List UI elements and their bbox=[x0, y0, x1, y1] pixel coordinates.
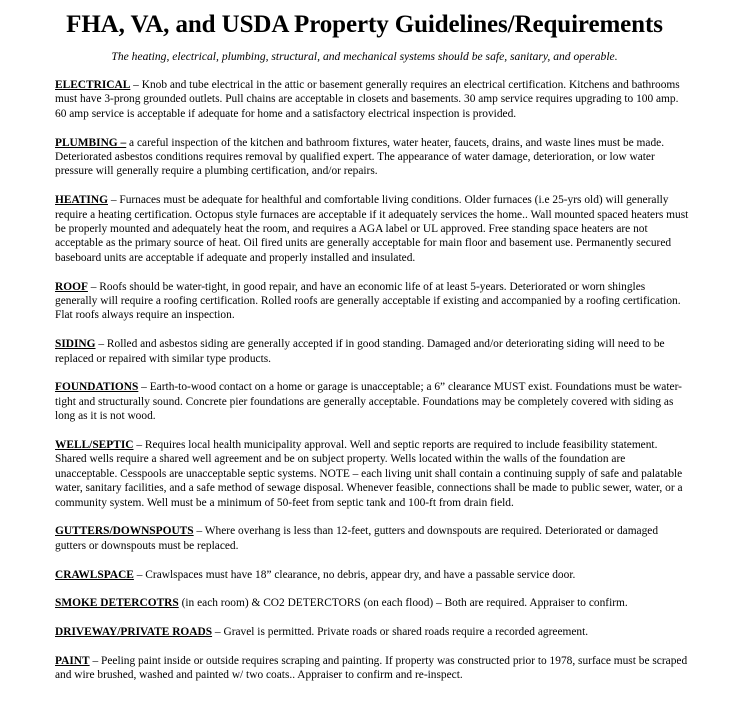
section-smoke-detectors bbox=[55, 596, 689, 610]
section-heading: ELECTRICAL bbox=[55, 79, 131, 91]
section-heading: WELL/SEPTIC bbox=[55, 439, 134, 452]
section-heading: SMOKE DETERCOTRS bbox=[55, 597, 179, 610]
section-heading: ROOF bbox=[55, 280, 88, 293]
guideline-sections bbox=[55, 78, 689, 683]
section-body: – Rolled and asbestos siding are generally accepted if in good standing. Damaged and/or deteriorating siding will need to be replaced or repaired with similar type products. bbox=[55, 338, 665, 365]
section-body: – Where overhang is less than 12-feet, gutters and downspouts are required. Deteriorated or damaged gutters or downspouts must be replaced. bbox=[55, 525, 659, 552]
section-heading: PLUMBING – bbox=[55, 136, 127, 149]
section-body: (in each room) & CO2 DETERCTORS (on each flood) – Both are required. Appraiser to confirm. bbox=[178, 597, 628, 610]
section-body: – Knob and tube electrical in the attic or basement generally requires an electrical certification. Kitchens and bathrooms must have 3-prong grounded outlets. Pull chains are acceptable in closets and basements. 30 amp service requires upgrading to 100 amp. 60 amp service is acceptable if adequate for home and a satisfactory electrical inspection is provided. bbox=[55, 79, 680, 120]
section-body: – Earth-to-wood contact on a home or garage is unacceptable; a 6” clearance MUST exist. Foundations must be water-tight and structurally sound. Concrete pier foundations are generally acceptable. Foundations may be completely covered with siding as long as it is not wood. bbox=[55, 381, 682, 423]
section-body: – Peeling paint inside or outside requires scraping and painting. If property was constructed prior to 1978, surface must be scraped and wire brushed, washed and painted w/ two coats.. Appraiser to confirm and re-inspect. bbox=[55, 655, 688, 682]
section-body: – Crawlspaces must have 18” clearance, no debris, appear dry, and have a passable service door. bbox=[133, 568, 576, 581]
page-title: FHA, VA, and USDA Property Guidelines/Requirements bbox=[66, 11, 663, 38]
section-heading: SIDING bbox=[55, 338, 96, 351]
section-roof bbox=[55, 280, 689, 323]
section-well-septic bbox=[55, 438, 689, 510]
section-driveway-private-roads bbox=[55, 625, 689, 639]
section-crawlspace bbox=[55, 568, 689, 582]
section-heading: GUTTERS/DOWNSPOUTS bbox=[55, 525, 194, 538]
section-heading: FOUNDATIONS bbox=[55, 381, 139, 394]
page-subtitle: The heating, electrical, plumbing, structural, and mechanical systems should be safe, sanitary, and operable. bbox=[111, 50, 618, 63]
section-plumbing bbox=[55, 136, 689, 179]
section-paint bbox=[55, 654, 689, 683]
section-heating bbox=[55, 193, 689, 265]
section-body: – Furnaces must be adequate for healthful and comfortable living conditions. Older furnaces (i.e 25-yrs old) will generally require a heating certification. Octopus style furnaces are acceptable if it adequately services the home.. Wall mounted spaced heaters must be properly mounted and adequately heat the room, and requires a AGA label or UL approved. Free standing space heaters are not acceptable as the primary source of heat. Oil fired units are generally acceptable for main floor and basement use. Permanently secured baseboard units are acceptable if adequate and properly installed and insulated. bbox=[55, 194, 689, 264]
section-foundations bbox=[55, 380, 689, 423]
section-heading: DRIVEWAY/PRIVATE ROADS bbox=[55, 626, 213, 639]
section-body: – Requires local health municipality approval. Well and septic reports are required to include feasibility statement. Shared wells require a shared well agreement and be on subject property. Wells located within the walls of the foundation are unacceptable. Cesspools are unacceptable septic systems. NOTE – each living unit shall contain a continuing supply of safe and palatable water, sanitary facilities, and a safe method of sewage disposal. Whenever feasible, connections shall be made to public sewer, water, or a community system. Well must be a minimum of 50-feet from septic tank and 100-ft from drain field. bbox=[55, 439, 683, 509]
section-heading: PAINT bbox=[55, 655, 90, 668]
section-gutters-downspouts bbox=[55, 524, 689, 553]
section-body: – Gravel is permitted. Private roads or shared roads require a recorded agreement. bbox=[212, 626, 589, 639]
section-electrical bbox=[55, 78, 689, 121]
section-body: – Roofs should be water-tight, in good repair, and have an economic life of at least 5-years. Deteriorated or worn shingles generally will require a roofing certification. Rolled roofs are generally acceptable if existing and accompanied by a roofing certification. Flat roofs always require an inspection. bbox=[55, 280, 681, 322]
section-heading: HEATING bbox=[55, 194, 108, 207]
section-siding bbox=[55, 337, 689, 366]
section-heading: CRAWLSPACE bbox=[55, 568, 134, 581]
section-body: a careful inspection of the kitchen and bathroom fixtures, water heater, faucets, drains, and waste lines must be made. Deteriorated asbestos conditions requires removal by qualified expert. The appearance of water damage, deterioration, or low water pressure will generally require a plumbing certification, and/or repairs. bbox=[55, 136, 665, 178]
